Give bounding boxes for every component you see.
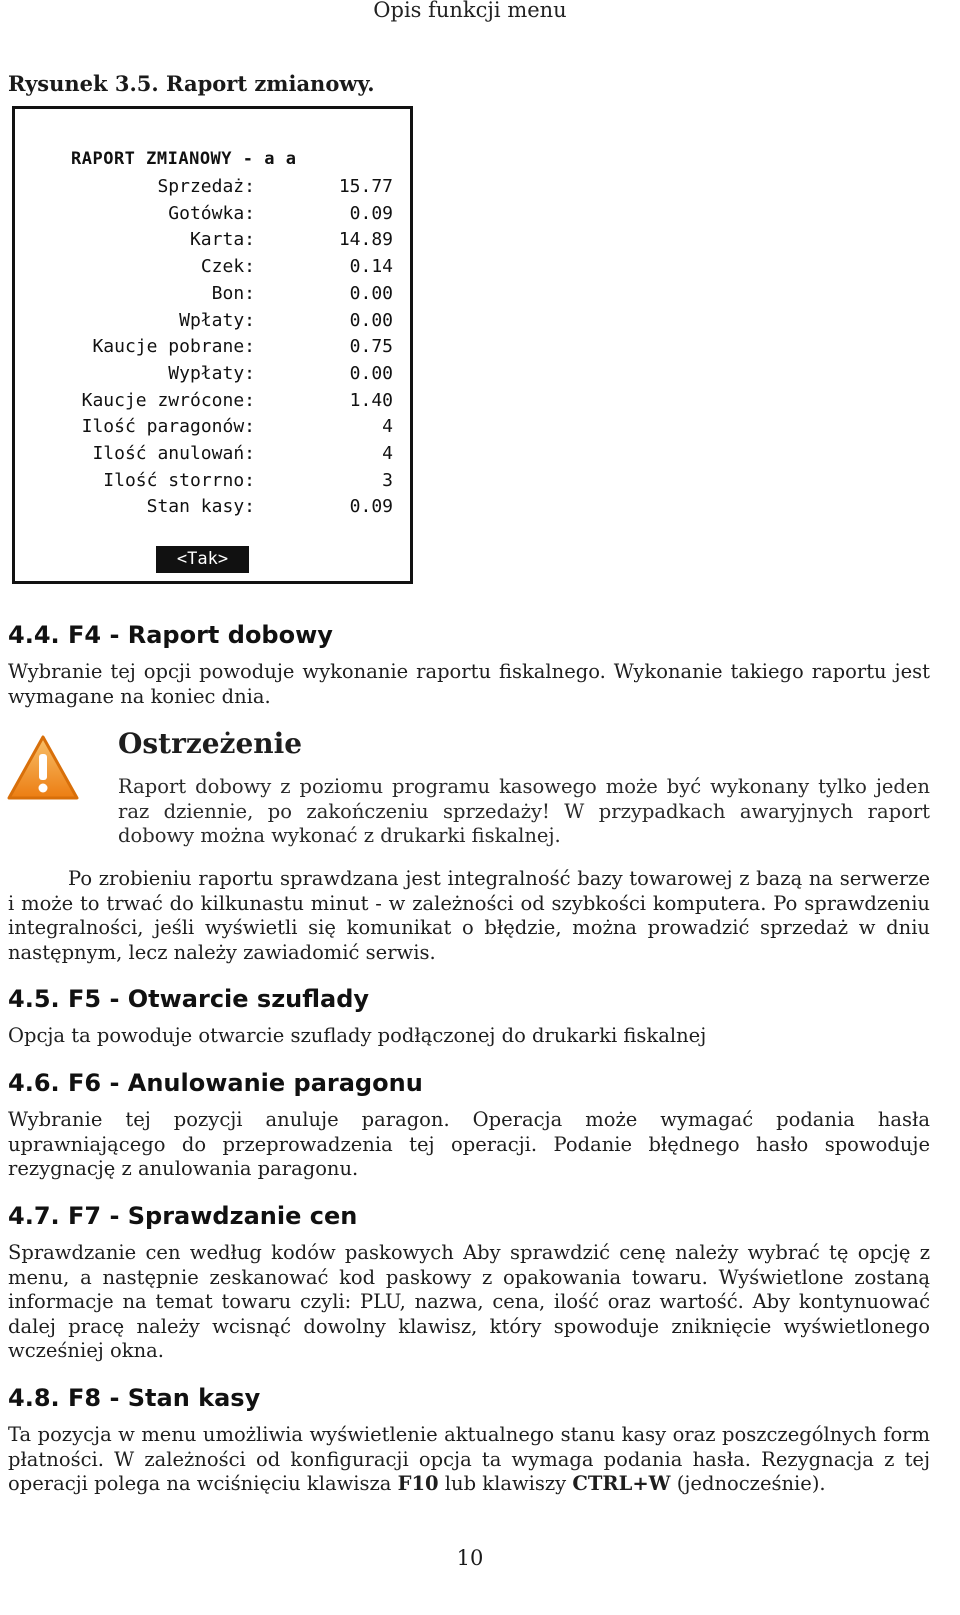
report-row-label: Stan kasy:: [146, 496, 255, 518]
page-number: 10: [456, 1546, 484, 1570]
report-row-label: Sprzedaż:: [157, 176, 255, 197]
report-screen: [12, 106, 413, 584]
report-row: [15, 496, 410, 522]
report-row: [15, 363, 410, 389]
paragraph: [8, 1423, 930, 1497]
report-row: [15, 203, 410, 229]
report-title: RAPORT ZMIANOWY - a a: [71, 149, 297, 169]
paragraph: Po zrobieniu raportu sprawdzana jest integralność bazy towarowej z bazą na serwerze i może to trwać do kilkunastu minut - w zależności od szybkości komputera. Po sprawdzeniu integralności, jeśli wyświetli się komunikat o błędzie, można prowadzić sprzedaż w dniu następnym, lecz należy zawiadomić serwis.: [8, 867, 930, 964]
key-label: CTRL+W: [572, 1472, 671, 1496]
paragraph: Opcja ta powoduje otwarcie szuflady podłączonej do drukarki fiskalnej: [8, 1024, 707, 1047]
confirm-button[interactable]: <Tak>: [156, 546, 249, 573]
text-run: (jednocześnie).: [670, 1472, 826, 1496]
section-heading-f4: 4.4. F4 - Raport dobowy: [8, 621, 333, 649]
warning-text: Raport dobowy z poziomu programu kasowego może być wykonany tylko jeden raz dziennie, po zakończeniu sprzedaży! W przypadkach awaryjnych raport dobowy można wykonać z drukarki fiskalnej.: [118, 775, 930, 848]
report-row-label: Ilość paragonów:: [81, 416, 255, 438]
report-row-label: Karta:: [189, 229, 255, 251]
report-row: [15, 336, 410, 362]
running-header: Opis funkcji menu: [373, 0, 567, 22]
paragraph: Wybranie tej opcji powoduje wykonanie raportu fiskalnego. Wykonanie takiego raportu jest wymagane na koniec dnia.: [8, 660, 930, 708]
report-row-value: 0.75: [349, 336, 393, 358]
report-row: [15, 229, 410, 255]
report-row-value: 4: [382, 416, 393, 438]
section-heading-f7: 4.7. F7 - Sprawdzanie cen: [8, 1202, 358, 1230]
text-run: lub klawiszy: [438, 1472, 573, 1496]
report-row-label: Gotówka:: [168, 202, 255, 224]
report-row-value: 0.09: [349, 496, 393, 518]
report-row: [15, 443, 410, 469]
report-row: [15, 470, 410, 496]
figure-caption: Rysunek 3.5. Raport zmianowy.: [8, 71, 375, 96]
warning-icon: [6, 734, 80, 802]
report-row-value: 0.00: [349, 282, 393, 304]
section-heading-f6: 4.6. F6 - Anulowanie paragonu: [8, 1069, 423, 1097]
report-row-label: Kaucje zwrócone:: [81, 389, 255, 411]
report-row: [15, 176, 410, 202]
report-row-value: 3: [382, 469, 393, 491]
report-row: [15, 310, 410, 336]
paragraph: Wybranie tej pozycji anuluje paragon. Operacja może wymagać podania hasła uprawniającego do przeprowadzenia tej operacji. Podanie błędnego hasło spowoduje rezygnację z anulowania paragonu.: [8, 1108, 930, 1181]
report-row-label: Wpłaty:: [179, 309, 255, 331]
key-label: F10: [397, 1472, 439, 1496]
report-row-label: Wypłaty:: [168, 362, 255, 384]
report-row-value: 0.09: [349, 202, 393, 224]
warning-title: Ostrzeżenie: [118, 727, 303, 760]
text-run: Ta pozycja w menu umożliwia wyświetlenie aktualnego stanu kasy oraz poszczególnych form płatności. W zależności od konfiguracji opcja ta wymaga podania hasła. Rezygnacja z tej operacji polega na wciśnięciu klawisza: [8, 1423, 930, 1496]
report-row-value: 14.89: [338, 229, 393, 251]
report-row-label: Ilość storrno:: [103, 469, 255, 491]
report-row-value: 0.00: [349, 309, 393, 331]
report-row: [15, 416, 410, 442]
paragraph: Sprawdzanie cen według kodów paskowych Aby sprawdzić cenę należy wybrać tę opcję z menu, a następnie zeskanować kod paskowy z opakowania towaru. Wyświetlone zostaną informacje na temat towaru czyli: PLU, nazwa, cena, ilość oraz wartość. Aby kontynuować dalej pracę należy wcisnąć dowolny klawisz, który spowoduje zniknięcie wyświetlonego wcześniej okna.: [8, 1241, 930, 1363]
report-row: [15, 283, 410, 309]
report-row: [15, 256, 410, 282]
report-row-label: Kaucje pobrane:: [92, 336, 255, 358]
report-row-value: 15.77: [338, 176, 393, 197]
report-row-value: 0.00: [349, 362, 393, 384]
report-row-value: 4: [382, 443, 393, 464]
report-row-label: Bon:: [211, 282, 255, 304]
report-row-value: 0.14: [349, 256, 393, 278]
section-heading-f5: 4.5. F5 - Otwarcie szuflady: [8, 985, 370, 1013]
report-row-label: Czek:: [200, 256, 255, 278]
report-row-value: 1.40: [349, 389, 393, 411]
section-heading-f8: 4.8. F8 - Stan kasy: [8, 1384, 261, 1412]
report-row-label: Ilość anulowań:: [92, 443, 255, 464]
report-row: [15, 390, 410, 416]
